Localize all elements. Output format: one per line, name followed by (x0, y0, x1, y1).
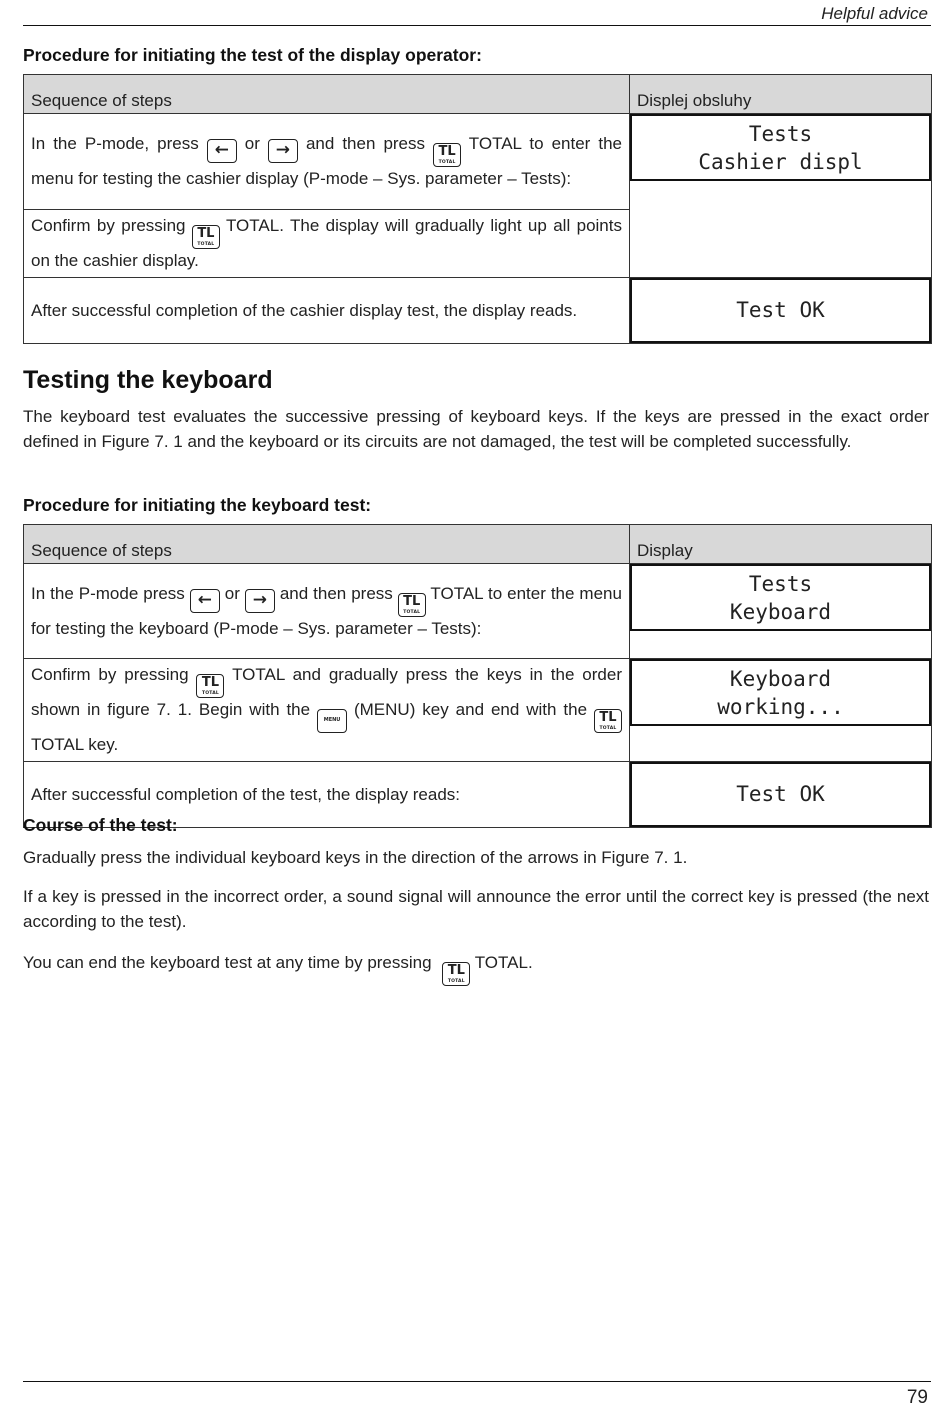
table-row (24, 564, 932, 659)
col-steps-header: Sequence of steps (24, 75, 630, 114)
total-key-icon: TL TOTAL (398, 593, 426, 617)
total-key-icon: TL TOTAL (433, 143, 461, 167)
table-row (24, 659, 932, 762)
section-title: Testing the keyboard (23, 366, 273, 394)
total-key-icon: TL TOTAL (442, 962, 470, 986)
step-text: In the P-mode, press ← or → and then press TL TOTAL TOTAL to enter the menu for testing the cashier display (P-mode – Sys. parameter – Tests): (24, 114, 630, 210)
running-header: Helpful advice (821, 4, 928, 23)
display-cell (630, 564, 932, 659)
step-text: Confirm by pressing TL TOTAL TOTAL and gradually press the keys in the order shown in figure 7. 1. Begin with the MENU (MENU) key and end with the TL TOTAL TOTAL key. (24, 659, 630, 762)
total-key-icon: TL TOTAL (196, 674, 224, 698)
step-text: After successful completion of the cashier display test, the display reads. (24, 278, 630, 344)
display-cell (630, 278, 932, 344)
display-cell (630, 762, 932, 828)
table-header-row (24, 75, 932, 114)
lcd-display: Test OK (630, 278, 931, 343)
course-paragraph: Gradually press the individual keyboard keys in the direction of the arrows in Figure 7. 1. (23, 848, 688, 867)
table-row (24, 114, 932, 210)
lcd-display: Test OK (630, 762, 931, 827)
step-text: In the P-mode press ← or → and then press TL TOTAL TOTAL to enter the menu for testing the keyboard (P-mode – Sys. parameter – Tests): (24, 564, 630, 659)
left-arrow-key-icon: ← (207, 139, 237, 163)
total-key-icon: TL TOTAL (594, 709, 622, 733)
table-header-row (24, 525, 932, 564)
course-paragraph: You can end the keyboard test at any time by pressing TL TOTAL TOTAL. (23, 953, 533, 984)
col-steps-header: Sequence of steps (24, 525, 630, 564)
keyboard-test-heading: Procedure for initiating the keyboard test: (23, 495, 372, 515)
lcd-display: Tests Keyboard (630, 564, 931, 631)
display-cell (630, 659, 932, 762)
display-test-heading: Procedure for initiating the test of the display operator: (23, 45, 482, 65)
col-display-header: Displej obsluhy (630, 75, 932, 114)
page-number: 79 (906, 1387, 928, 1408)
footer-rule (23, 1381, 931, 1382)
lcd-display: Tests Cashier displ (630, 114, 931, 181)
step-text: After successful completion of the test, the display reads: (24, 762, 630, 828)
course-heading: Course of the test: (23, 815, 178, 835)
display-test-table (23, 74, 932, 344)
menu-key-icon: MENU (317, 709, 347, 733)
display-cell (630, 114, 932, 278)
step-text: Confirm by pressing TL TOTAL TOTAL. The display will gradually light up all points on the cashier display. (24, 210, 630, 278)
right-arrow-key-icon: → (245, 589, 275, 613)
header-rule (23, 25, 931, 26)
course-paragraph: If a key is pressed in the incorrect order, a sound signal will announce the error until the correct key is pressed (the next according to the test). (23, 887, 929, 931)
total-key-icon: TL TOTAL (192, 225, 220, 249)
keyboard-test-table (23, 524, 932, 828)
left-arrow-key-icon: ← (190, 589, 220, 613)
lcd-display: Keyboard working... (630, 659, 931, 726)
intro-paragraph: The keyboard test evaluates the successive pressing of keyboard keys. If the keys are pressed in the exact order defined in Figure 7. 1 and the keyboard or its circuits are not damaged, the test will be completed successfully. (23, 407, 929, 451)
right-arrow-key-icon: → (268, 139, 298, 163)
col-display-header: Display (630, 525, 932, 564)
table-row (24, 278, 932, 344)
